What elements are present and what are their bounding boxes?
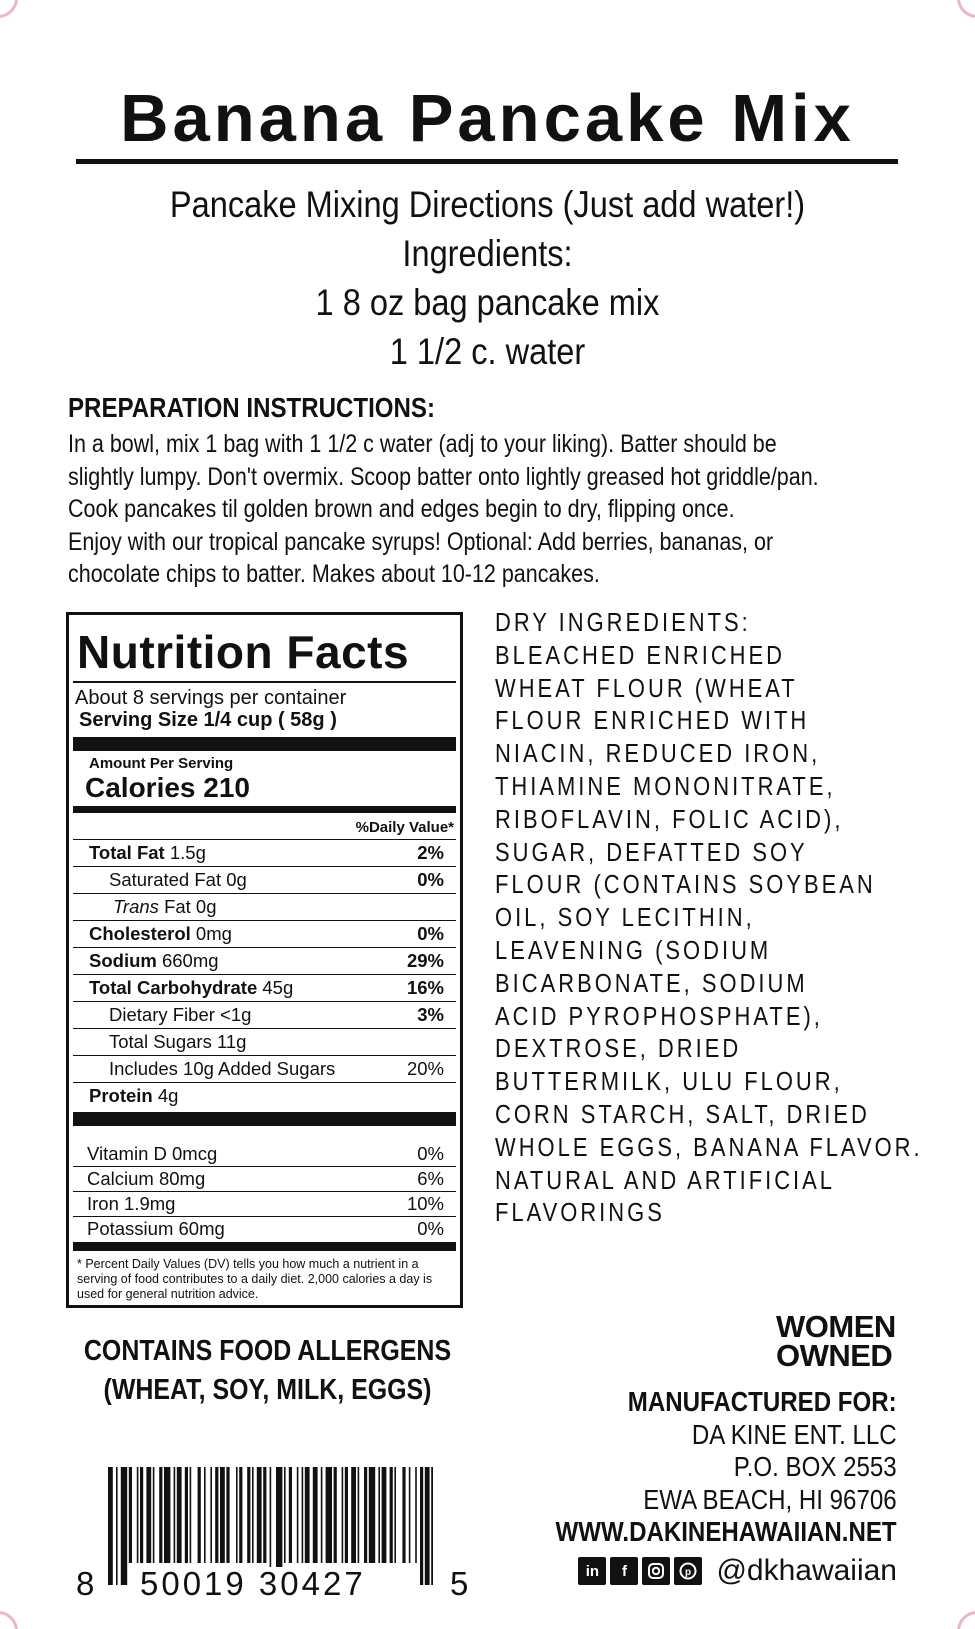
nutrient-label: Trans [113, 896, 159, 917]
vitamin-row [73, 1167, 456, 1192]
corner-decoration [957, 1611, 975, 1629]
barcode-bar [390, 1467, 393, 1563]
ingredient-line: RIBOFLAVIN, FOLIC ACID), [495, 805, 844, 834]
barcode-bar [402, 1467, 405, 1563]
barcode-bar [345, 1467, 348, 1563]
nutrition-divider [73, 1112, 456, 1126]
prep-line: chocolate chips to batter. Makes about 10-12 pancakes. [68, 560, 600, 588]
barcode-bar [164, 1467, 170, 1563]
nutrient-dv: 3% [417, 1004, 444, 1025]
vitamin-label: Vitamin D 0mcg [87, 1143, 218, 1164]
ingredient-line: BUTTERMILK, ULU FLOUR, [495, 1068, 843, 1097]
prep-heading: PREPARATION INSTRUCTIONS: [68, 392, 436, 423]
ingredient-line: CORN STARCH, SALT, DRIED [495, 1100, 870, 1129]
barcode-bar [116, 1467, 118, 1585]
nutrient-label: Total Carbohydrate [89, 977, 258, 998]
nutrition-divider [73, 806, 456, 813]
instagram-icon[interactable] [642, 1557, 670, 1585]
barcode-bar [289, 1467, 292, 1563]
nutrient-label: Protein [89, 1085, 153, 1106]
barcode-bar [121, 1467, 127, 1585]
barcode-bar [153, 1467, 155, 1563]
barcode-bar [137, 1467, 139, 1563]
prep-line: In a bowl, mix 1 bag with 1 1/2 c water (adj to your liking). Batter should be [68, 430, 777, 458]
nutrient-row [73, 1029, 456, 1056]
social-links [578, 1554, 897, 1588]
ingredient-line: BLEACHED ENRICHED [495, 641, 786, 670]
nutrient-dv: 29% [406, 950, 444, 971]
nutrient-dv: 2% [417, 842, 444, 863]
nutrient-row [73, 867, 456, 894]
ingredient-line: FLOUR (CONTAINS SOYBEAN [495, 871, 876, 900]
corner-decoration [0, 0, 18, 18]
barcode-digits: 50019 30427 [140, 1565, 366, 1602]
nutrient-amount: 45g [262, 977, 294, 998]
ingredient-line: DRY INGREDIENTS: [495, 609, 751, 637]
barcode-bar [204, 1467, 206, 1563]
barcode-bar [302, 1467, 304, 1563]
vitamin-label: Potassium 60mg [87, 1218, 225, 1239]
barcode-bar [342, 1467, 344, 1563]
badge-line: OWNED [776, 1338, 893, 1373]
barcode-bar [313, 1467, 318, 1563]
manufacturer-name: DA KINE ENT. LLC [692, 1418, 897, 1450]
directions-line: 1 8 oz bag pancake mix [315, 282, 660, 323]
title-divider [76, 159, 898, 164]
ingredient-line: FLOUR ENRICHED WITH [495, 707, 810, 736]
barcode-bar [305, 1467, 310, 1563]
barcode-bar [297, 1467, 299, 1563]
facebook-icon[interactable]: f [610, 1557, 638, 1585]
barcode-bar [236, 1467, 238, 1563]
manufacturer-info [556, 1386, 897, 1549]
daily-value-header: %Daily Value* [73, 813, 456, 840]
manufacturer-website[interactable]: WWW.DAKINEHAWAIIAN.NET [555, 1516, 897, 1547]
vitamin-dv: 6% [417, 1168, 444, 1189]
manufacturer-city: EWA BEACH, HI 96706 [643, 1483, 897, 1515]
ingredient-line: BICARBONATE, SODIUM [495, 969, 808, 998]
nutrition-divider [73, 1242, 456, 1251]
vitamin-row [73, 1142, 456, 1167]
ingredient-line: FLAVORINGS [495, 1199, 665, 1228]
vitamin-dv: 0% [417, 1143, 444, 1164]
svg-text:p: p [685, 1567, 692, 1578]
ingredient-line: NIACIN, REDUCED IRON, [495, 740, 821, 769]
barcode-bar [252, 1467, 254, 1563]
nutrient-row [73, 1056, 456, 1083]
nutrient-label: Includes 10g Added Sugars [109, 1058, 336, 1079]
product-title: Banana Pancake Mix [120, 81, 855, 156]
vitamin-dv: 0% [417, 1218, 444, 1239]
ingredient-line: LEAVENING (SODIUM [495, 936, 772, 965]
nutrient-amount: Fat 0g [164, 896, 217, 917]
barcode-bar [210, 1467, 212, 1563]
ingredient-line: DEXTROSE, DRIED [495, 1035, 742, 1064]
nutrient-amount: 4g [157, 1085, 179, 1106]
nutrition-title: Nutrition Facts [77, 626, 410, 678]
barcode-bar [263, 1467, 266, 1563]
nutrient-label: Cholesterol [89, 923, 191, 944]
pinterest-icon[interactable] [674, 1557, 702, 1585]
dry-ingredients [495, 607, 923, 1230]
barcode-bar [425, 1467, 430, 1585]
nutrient-label: Sodium [89, 950, 157, 971]
barcode-bar [185, 1467, 188, 1563]
barcode-bar [415, 1467, 417, 1563]
nutrient-dv: 20% [406, 1058, 444, 1079]
servings-per-container: About 8 servings per container [75, 687, 347, 709]
barcode-bar [226, 1467, 229, 1563]
barcode-bar [198, 1467, 201, 1563]
nutrient-amount: 660mg [161, 950, 219, 971]
manufacturer-po: P.O. BOX 2553 [734, 1451, 897, 1482]
ingredient-line: THIAMINE MONONITRATE, [495, 772, 836, 801]
prep-line: Cook pancakes til golden brown and edges begin to dry, flipping once. [68, 495, 735, 523]
barcode-bar [190, 1467, 192, 1563]
prep-line: slightly lumpy. Don't overmix. Scoop batter onto lightly greased hot griddle/pan. [68, 462, 819, 491]
mixing-directions [59, 180, 917, 376]
vitamin-row [73, 1217, 456, 1242]
nutrient-dv: 16% [406, 977, 444, 998]
barcode-bar [177, 1467, 182, 1563]
barcode-bar [220, 1467, 225, 1563]
barcode-bar [394, 1467, 396, 1563]
barcode-bar [382, 1467, 387, 1563]
barcode-bar [378, 1467, 380, 1563]
ingredient-line: NATURAL AND ARTIFICIAL [495, 1166, 836, 1195]
nutrition-divider [73, 737, 456, 751]
serving-size: Serving Size 1/4 cup ( 58g ) [79, 709, 337, 731]
nutrient-label: Total Sugars 11g [109, 1031, 247, 1052]
nutrient-label: Total Fat [89, 842, 165, 863]
ingredient-line: OIL, SOY LECITHIN, [495, 904, 755, 933]
barcode-bar [420, 1467, 423, 1585]
nutrition-divider [73, 681, 456, 683]
social-handle[interactable]: @dkhawaiian [716, 1554, 897, 1587]
directions-line: Pancake Mixing Directions (Just add water!) [169, 184, 806, 225]
vitamin-row [73, 1192, 456, 1217]
barcode-bar [326, 1467, 332, 1563]
nutrient-row [73, 921, 456, 948]
badge-line: WOMEN [776, 1309, 896, 1344]
nutrient-label: Saturated Fat 0g [109, 869, 247, 890]
nutrient-amount: 0mg [195, 923, 232, 944]
nutrient-dv: 0% [417, 923, 444, 944]
nutrient-amount: 1.5g [169, 842, 206, 863]
nutrient-row [73, 1002, 456, 1029]
linkedin-icon[interactable]: in [578, 1557, 606, 1585]
barcode-bar [174, 1467, 176, 1563]
barcode-bar [146, 1467, 151, 1563]
nutrient-row [73, 1083, 456, 1110]
barcode-bar [239, 1467, 242, 1563]
barcode-bar [321, 1467, 323, 1563]
barcode-bar [409, 1467, 411, 1563]
allergen-line: CONTAINS FOOD ALLERGENS [83, 1335, 452, 1367]
barcode-bar [358, 1467, 360, 1563]
barcode-bar [334, 1467, 337, 1563]
nutrient-dv: 0% [417, 869, 444, 890]
nutrient-row [73, 840, 456, 867]
directions-line: 1 1/2 c. water [389, 331, 586, 372]
ingredient-line: ACID PYROPHOSPHATE), [495, 1002, 823, 1031]
manufacturer-heading: MANUFACTURED FOR: [628, 1386, 897, 1417]
barcode-bar [364, 1467, 367, 1563]
barcode-bar [108, 1467, 113, 1585]
barcode-digit: 5 [450, 1565, 469, 1602]
directions-line: Ingredients: [402, 233, 573, 274]
corner-decoration [957, 0, 975, 18]
prep-line: Enjoy with our tropical pancake syrups! Optional: Add berries, bananas, or [68, 527, 774, 556]
nutrient-row [73, 894, 456, 921]
barcode-bar [140, 1467, 143, 1563]
prep-instructions [68, 428, 881, 591]
vitamin-label: Iron 1.9mg [87, 1193, 176, 1214]
barcode-bar [129, 1467, 132, 1563]
barcode-bar [369, 1467, 375, 1563]
barcode-bar [351, 1467, 356, 1563]
nutrient-row [73, 948, 456, 975]
nutrient-label: Dietary Fiber <1g [109, 1004, 252, 1025]
calories: Calories 210 [85, 772, 250, 803]
barcode-bar [215, 1467, 218, 1563]
ingredient-line: WHOLE EGGS, BANANA FLAVOR. [495, 1133, 923, 1162]
barcode-bar [284, 1467, 286, 1563]
barcode-digit: 8 [76, 1565, 95, 1602]
barcode-bar [257, 1467, 262, 1563]
ingredient-line: SUGAR, DEFATTED SOY [495, 838, 808, 867]
barcode-bar [431, 1467, 433, 1585]
nutrition-facts-panel [66, 612, 463, 1308]
women-owned-badge [776, 1309, 896, 1373]
daily-value-footnote: * Percent Daily Values (DV) tells you how much a nutrient in a serving of food contributes to a daily diet. 2,000 calories a day is used for general nutrition advice. [77, 1257, 433, 1301]
ingredient-line: WHEAT FLOUR (WHEAT [495, 674, 798, 703]
barcode-bar [159, 1467, 162, 1563]
barcode-bar [247, 1467, 250, 1563]
amount-per-serving: Amount Per Serving [89, 755, 234, 772]
nutrient-row [73, 975, 456, 1002]
corner-decoration [0, 1611, 18, 1629]
allergen-line: (WHEAT, SOY, MILK, EGGS) [103, 1374, 432, 1406]
vitamin-dv: 10% [406, 1193, 444, 1214]
allergen-statement [37, 1332, 497, 1410]
vitamin-label: Calcium 80mg [87, 1168, 206, 1189]
